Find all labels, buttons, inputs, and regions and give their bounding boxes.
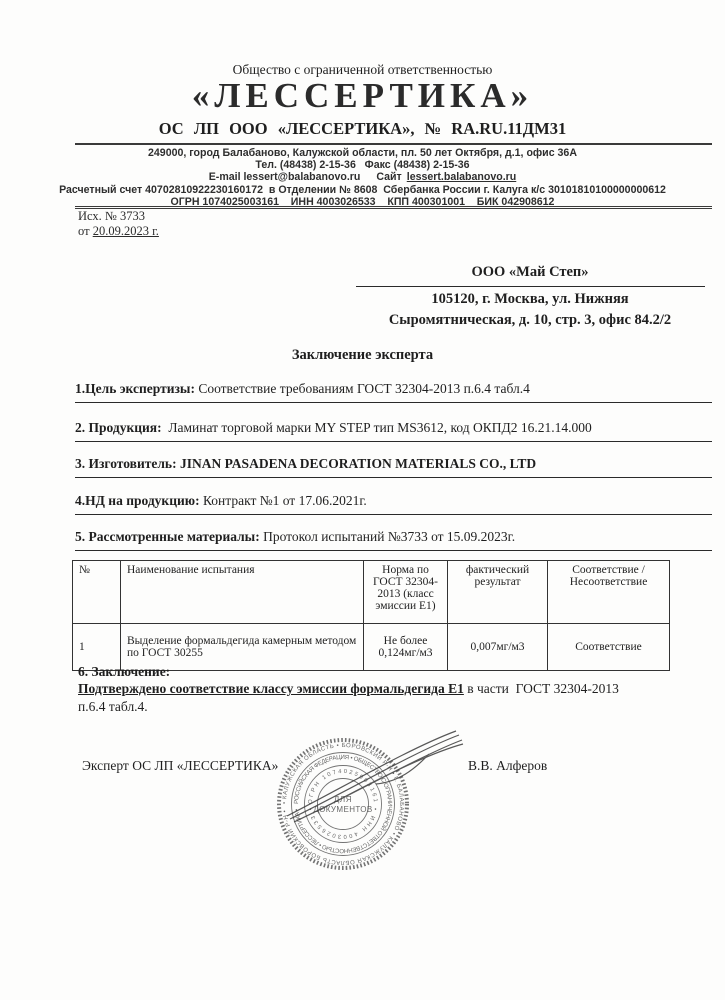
conclusion-rest: в части ГОСТ 32304-2013 bbox=[463, 681, 619, 696]
page-title: Заключение эксперта bbox=[291, 347, 434, 363]
email-text: E-mail lessert@balabanovo.ru bbox=[208, 171, 361, 184]
section-product-label: 2. Продукция: bbox=[75, 420, 169, 435]
stamp-center-line2: ДОКУМЕНТОВ bbox=[313, 805, 373, 814]
ref-date-line bbox=[78, 224, 159, 239]
cell-norm: Не более 0,124мг/м3 bbox=[364, 624, 448, 671]
letterhead-email-site bbox=[0, 171, 725, 183]
col-test-name: Наименование испытания bbox=[121, 561, 364, 624]
section-nd-label: 4.НД на продукцию: bbox=[75, 493, 203, 508]
recipient-divider bbox=[356, 286, 705, 287]
recipient-address-2: Сыромятническая, д. 10, стр. 3, офис 84.2/2 bbox=[388, 312, 672, 328]
section-product bbox=[75, 420, 712, 442]
conclusion-label: 6. Заключение: bbox=[78, 664, 171, 679]
letterhead-account: Расчетный счет 40702810922230160172 в Отделении № 8608 Сбербанка России г. Калуга к/с 30101810100000000612 bbox=[59, 183, 666, 196]
recipient-address-1: 105120, г. Москва, ул. Нижняя bbox=[431, 291, 629, 307]
section-materials-label: 5. Рассмотренные материалы: bbox=[75, 529, 264, 544]
cell-test-name: Выделение формальдегида камерным методом по ГОСТ 30255 bbox=[121, 624, 364, 671]
site-label: Сайт bbox=[376, 171, 402, 184]
stamp-circle-3 bbox=[305, 766, 382, 843]
letterhead-phone: Тел. (48438) 2-15-36 Факс (48438) 2-15-36 bbox=[255, 159, 470, 172]
col-norm: Норма по ГОСТ 32304-2013 (класс эмиссии Е1) bbox=[364, 561, 448, 624]
org-name: «ЛЕССЕРТИКА» bbox=[191, 76, 534, 115]
letterhead-rule-top bbox=[75, 143, 712, 145]
table-header-row bbox=[73, 561, 670, 624]
section-purpose-value: Соответствие требованиям ГОСТ 32304-2013 п.6.4 табл.4 bbox=[198, 381, 530, 396]
stamp-circle-2 bbox=[292, 753, 395, 856]
col-conformity: Соответствие / Несоответствие bbox=[548, 561, 670, 624]
cell-actual: 0,007мг/м3 bbox=[448, 624, 548, 671]
section-purpose bbox=[75, 381, 712, 403]
ref-number: Исх. № 3733 bbox=[78, 209, 145, 223]
conclusion-tail: п.6.4 табл.4. bbox=[78, 699, 148, 714]
letterhead-reg-numbers: ОГРН 1074025003161 ИНН 4003026533 КПП 400301001 БИК 042908612 bbox=[170, 195, 555, 208]
section-manufacturer-label: 3. Изготовитель: bbox=[75, 456, 180, 471]
expert-name: В.В. Алферов bbox=[468, 758, 548, 773]
ref-date: 20.09.2023 г. bbox=[92, 224, 159, 238]
site-url: lessert.balabanovo.ru bbox=[406, 171, 517, 184]
letterhead-rule-bottom bbox=[75, 206, 712, 209]
results-table bbox=[72, 560, 670, 671]
cell-conformity: Соответствие bbox=[548, 624, 670, 671]
section-nd-value: Контракт №1 от 17.06.2021г. bbox=[202, 493, 367, 508]
section-materials-value: Протокол испытаний №3733 от 15.09.2023г. bbox=[263, 529, 516, 544]
conclusion-highlight: Подтверждено соответствие классу эмиссии формальдегида Е1 bbox=[78, 681, 464, 696]
stamp-ring-inner-text: ОГРН 1074025003161 • ИНН 4003026533 • bbox=[307, 768, 379, 840]
section-purpose-label: 1.Цель экспертизы: bbox=[75, 381, 199, 396]
stamp-ring-middle-text: РОССИЙСКАЯ ФЕДЕРАЦИЯ • ОБЩЕСТВО С ОГРАНИЧЕННОЙ ОТВЕТСТВЕННОСТЬЮ • ЛЕССЕРТИКА • bbox=[292, 753, 394, 855]
col-actual: фактический результат bbox=[448, 561, 548, 624]
cert-body-line: ОС ЛП ООО «ЛЕССЕРТИКА», № RA.RU.11ДМ31 bbox=[158, 119, 567, 138]
letterhead-address: 249000, город Балабаново, Калужской области, пл. 50 лет Октября, д.1, офис 36А bbox=[148, 147, 577, 159]
org-type-line: Общество с ограниченной ответственностью bbox=[232, 62, 493, 77]
stamp-center-line1: ДЛЯ bbox=[333, 795, 353, 804]
stamp-and-signature bbox=[256, 722, 476, 927]
section-manufacturer bbox=[75, 456, 712, 478]
letterhead-contacts bbox=[0, 147, 725, 208]
recipient-name: ООО «Май Степ» bbox=[471, 264, 589, 280]
cell-number: 1 bbox=[73, 624, 121, 671]
section-materials bbox=[75, 529, 712, 551]
ref-date-prefix: от bbox=[78, 224, 93, 238]
section-product-value: Ламинат торговой марки MY STEP тип MS3612, код ОКПД2 16.21.14.000 bbox=[168, 420, 592, 435]
company-stamp bbox=[256, 722, 476, 927]
stamp-ring-outer-text: • КАЛУЖСКАЯ ОБЛАСТЬ • БОРОВСКИЙ Р-Н • Г. БАЛАБАНОВО • КАЛУЖСКАЯ ОБЛАСТЬ БОРОВСКИЙ Р-Н • bbox=[281, 742, 405, 866]
section-manufacturer-value: JINAN PASADENA DECORATION MATERIALS CO., LTD bbox=[179, 456, 537, 471]
section-nd bbox=[75, 493, 712, 515]
expert-signature-label: Эксперт ОС ЛП «ЛЕССЕРТИКА» bbox=[82, 758, 279, 773]
conclusion-text bbox=[78, 681, 712, 697]
col-number: № bbox=[73, 561, 121, 624]
